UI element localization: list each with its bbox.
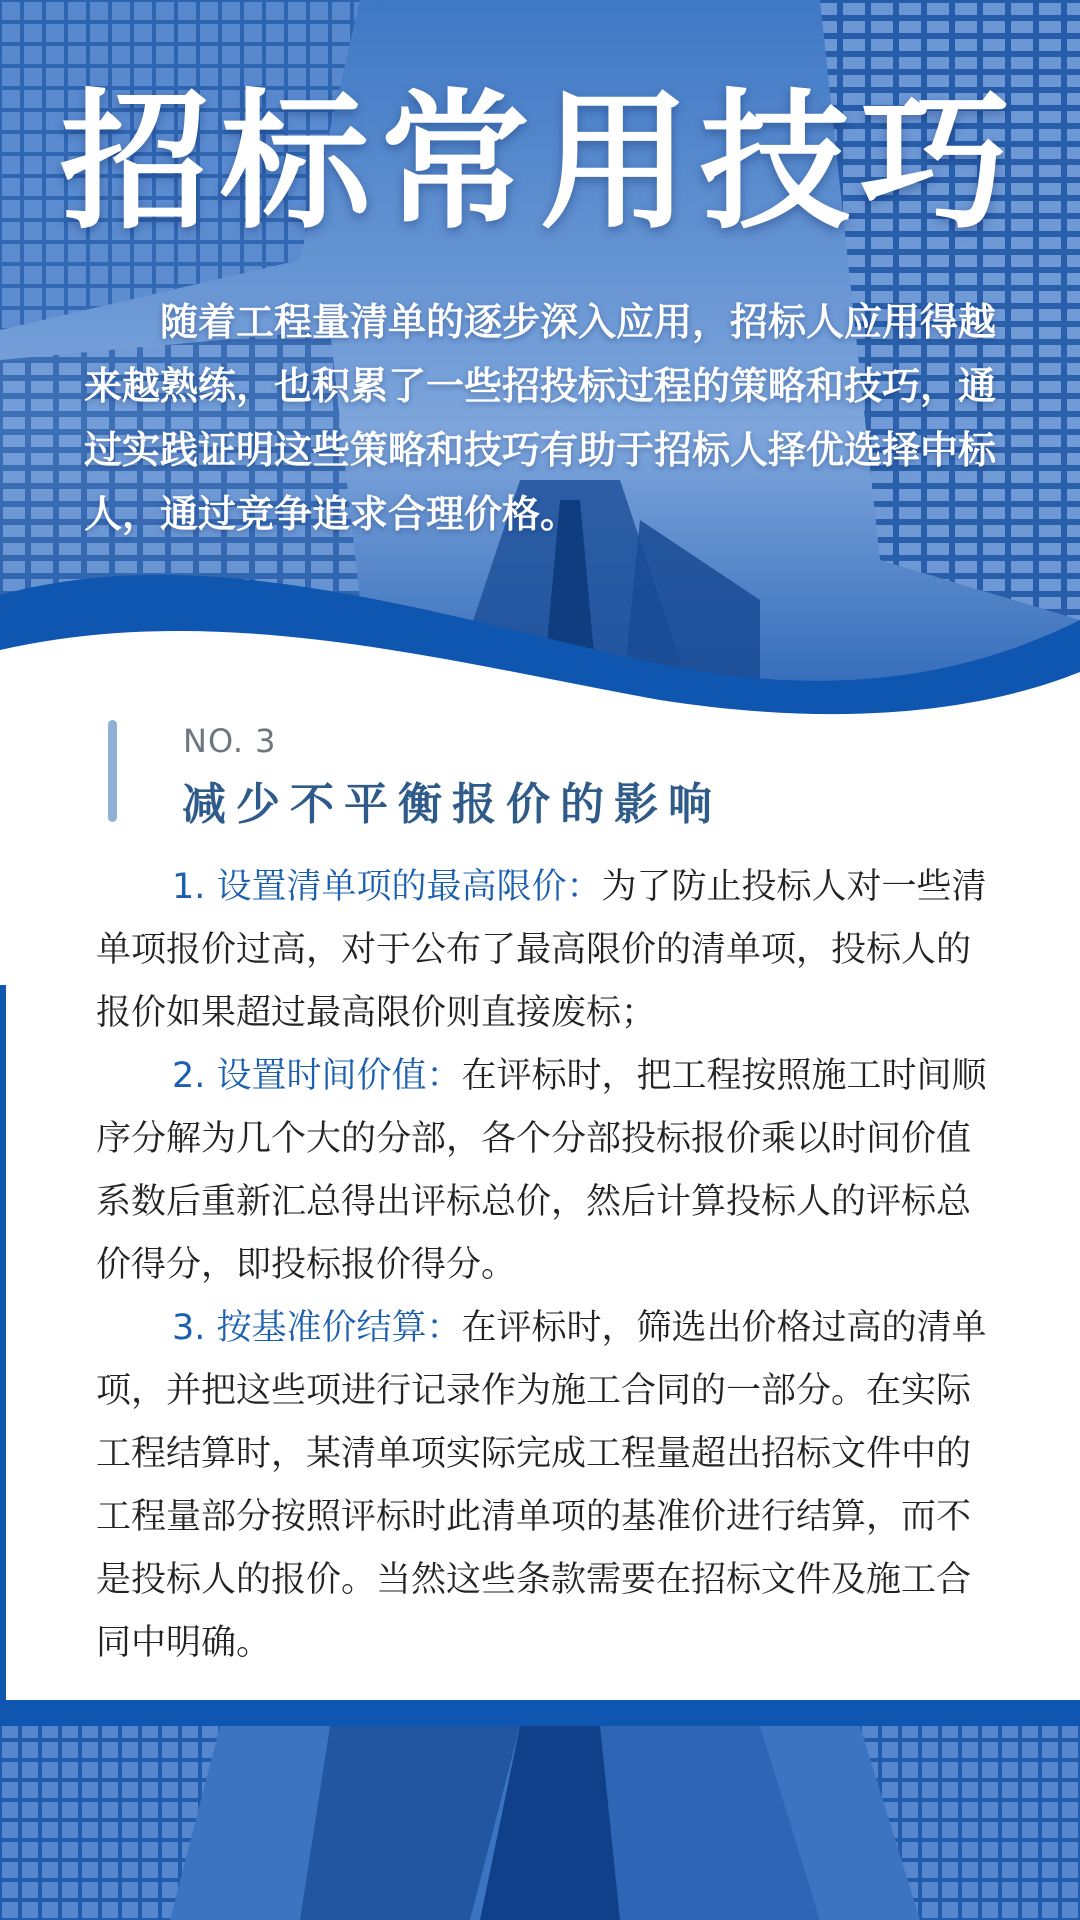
footer-banner (0, 1700, 1080, 1920)
tips-list (96, 856, 992, 1675)
tip-label: 1. 设置清单项的最高限价： (172, 867, 602, 907)
tip-item-3 (96, 1297, 992, 1675)
tip-label: 3. 按基准价结算： (172, 1308, 462, 1348)
section-title: 减少不平衡报价的影响 (182, 779, 722, 830)
left-accent-rail (0, 985, 6, 1705)
tip-text: 在评标时，筛选出价格过高的清单项，并把这些项进行记录作为施工合同的一部分。在实际工程结算时，某清单项实际完成工程量超出招标文件中的工程量部分按照评标时此清单项的基准价进行结算，而不是投标人的报价。当然这些条款需要在招标文件及施工合同中明确。 (96, 1308, 987, 1663)
footer-buildings-background (0, 1700, 1080, 1920)
section-number: NO. 3 (183, 722, 277, 760)
hero-banner (0, 0, 1080, 720)
tip-item-1 (96, 856, 992, 1045)
tip-text: 在评标时，把工程按照施工时间顺序分解为几个大的分部，各个分部投标报价乘以时间价值系数后重新汇总得出评标总价，然后计算投标人的评标总价得分，即投标报价得分。 (96, 1056, 987, 1285)
tip-item-2 (96, 1045, 992, 1297)
page-title: 招标常用技巧 (59, 76, 1020, 250)
section-accent-bar (108, 720, 117, 822)
tip-label: 2. 设置时间价值： (172, 1056, 462, 1096)
intro-paragraph: 随着工程量清单的逐步深入应用，招标人应用得越来越熟练，也积累了一些招投标过程的策略和技巧，通过实践证明这些策略和技巧有助于招标人择优选择中标人，通过竞争追求合理价格。 (84, 300, 997, 536)
tip-text: 为了防止投标人对一些清单项报价过高，对于公布了最高限价的清单项，投标人的报价如果超过最高限价则直接废标； (96, 867, 987, 1033)
